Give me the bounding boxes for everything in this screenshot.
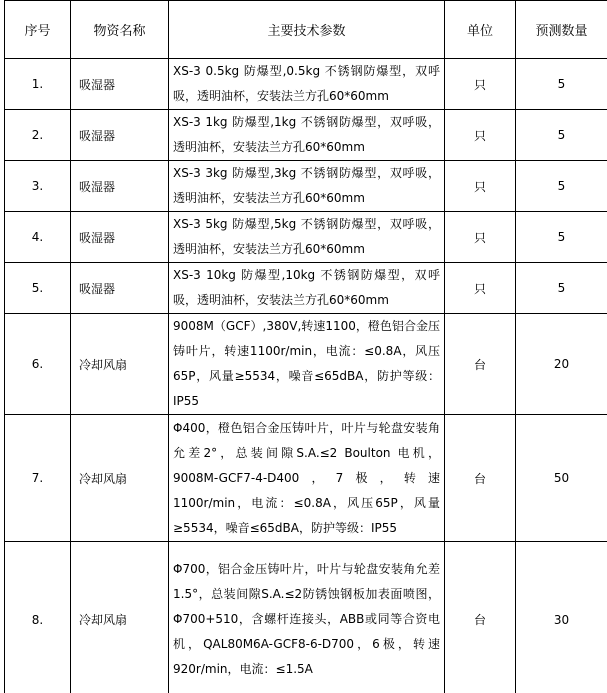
row-name: 冷却风扇 — [71, 542, 169, 693]
row-qty: 5 — [516, 110, 607, 161]
row-name: 吸湿器 — [71, 212, 169, 263]
row-no: 3. — [5, 161, 71, 212]
row-spec: Φ700，铝合金压铸叶片，叶片与轮盘安装角允差1.5°，总装间隙S.A.≤2防锈蚀钢板加表面喷图，Φ700+510，含螺杆连接头，ABB或同等合资电机，QAL80M6A-GCF8-6-D700，6极，转速920r/min，电流：≤1.5A — [169, 542, 445, 693]
header-no: 序号 — [5, 1, 71, 59]
row-unit: 只 — [445, 212, 516, 263]
row-qty: 5 — [516, 59, 607, 110]
row-no: 8. — [5, 542, 71, 693]
row-spec: XS-3 5kg 防爆型,5kg 不锈钢防爆型，双呼吸，透明油杯，安装法兰方孔60*60mm — [169, 212, 445, 263]
row-qty: 5 — [516, 212, 607, 263]
row-unit: 台 — [445, 314, 516, 415]
row-qty: 5 — [516, 161, 607, 212]
row-no: 2. — [5, 110, 71, 161]
table-row — [5, 161, 607, 212]
header-spec: 主要技术参数 — [169, 1, 445, 59]
table-row — [5, 212, 607, 263]
row-qty: 50 — [516, 415, 607, 542]
row-name: 吸湿器 — [71, 110, 169, 161]
header-unit: 单位 — [445, 1, 516, 59]
row-unit: 台 — [445, 415, 516, 542]
row-unit: 只 — [445, 59, 516, 110]
row-unit: 台 — [445, 542, 516, 693]
row-unit: 只 — [445, 110, 516, 161]
row-no: 7. — [5, 415, 71, 542]
header-qty: 预测数量 — [516, 1, 607, 59]
row-qty: 30 — [516, 542, 607, 693]
row-no: 6. — [5, 314, 71, 415]
table-row — [5, 415, 607, 542]
table-row — [5, 542, 607, 693]
row-spec: 9008M（GCF）,380V,转速1100，橙色铝合金压铸叶片，转速1100r/min，电流：≤0.8A，风压65P，风量≥5534，噪音≤65dBA，防护等级：IP55 — [169, 314, 445, 415]
row-spec: Φ400，橙色铝合金压铸叶片，叶片与轮盘安装角允差2°，总装间隙S.A.≤2 Boulton 电机，9008M-GCF7-4-D400，7极，转速1100r/min，电流：≤0.8A，风压65P，风量≥5534，噪音≤65dBA，防护等级：IP55 — [169, 415, 445, 542]
row-unit: 只 — [445, 263, 516, 314]
table-row — [5, 59, 607, 110]
row-name: 吸湿器 — [71, 59, 169, 110]
table-row — [5, 314, 607, 415]
row-name: 冷却风扇 — [71, 415, 169, 542]
row-spec: XS-3 0.5kg 防爆型,0.5kg 不锈钢防爆型，双呼吸，透明油杯，安装法兰方孔60*60mm — [169, 59, 445, 110]
row-spec: XS-3 1kg 防爆型,1kg 不锈钢防爆型，双呼吸，透明油杯，安装法兰方孔60*60mm — [169, 110, 445, 161]
row-no: 4. — [5, 212, 71, 263]
row-no: 1. — [5, 59, 71, 110]
row-name: 吸湿器 — [71, 161, 169, 212]
row-unit: 只 — [445, 161, 516, 212]
table-row — [5, 110, 607, 161]
row-name: 冷却风扇 — [71, 314, 169, 415]
row-qty: 5 — [516, 263, 607, 314]
table-row — [5, 263, 607, 314]
row-name: 吸湿器 — [71, 263, 169, 314]
row-spec: XS-3 10kg 防爆型,10kg 不锈钢防爆型，双呼吸，透明油杯，安装法兰方孔60*60mm — [169, 263, 445, 314]
header-name: 物资名称 — [71, 1, 169, 59]
materials-table — [4, 0, 607, 693]
row-qty: 20 — [516, 314, 607, 415]
row-spec: XS-3 3kg 防爆型,3kg 不锈钢防爆型，双呼吸，透明油杯，安装法兰方孔60*60mm — [169, 161, 445, 212]
row-no: 5. — [5, 263, 71, 314]
header-row — [5, 1, 607, 59]
